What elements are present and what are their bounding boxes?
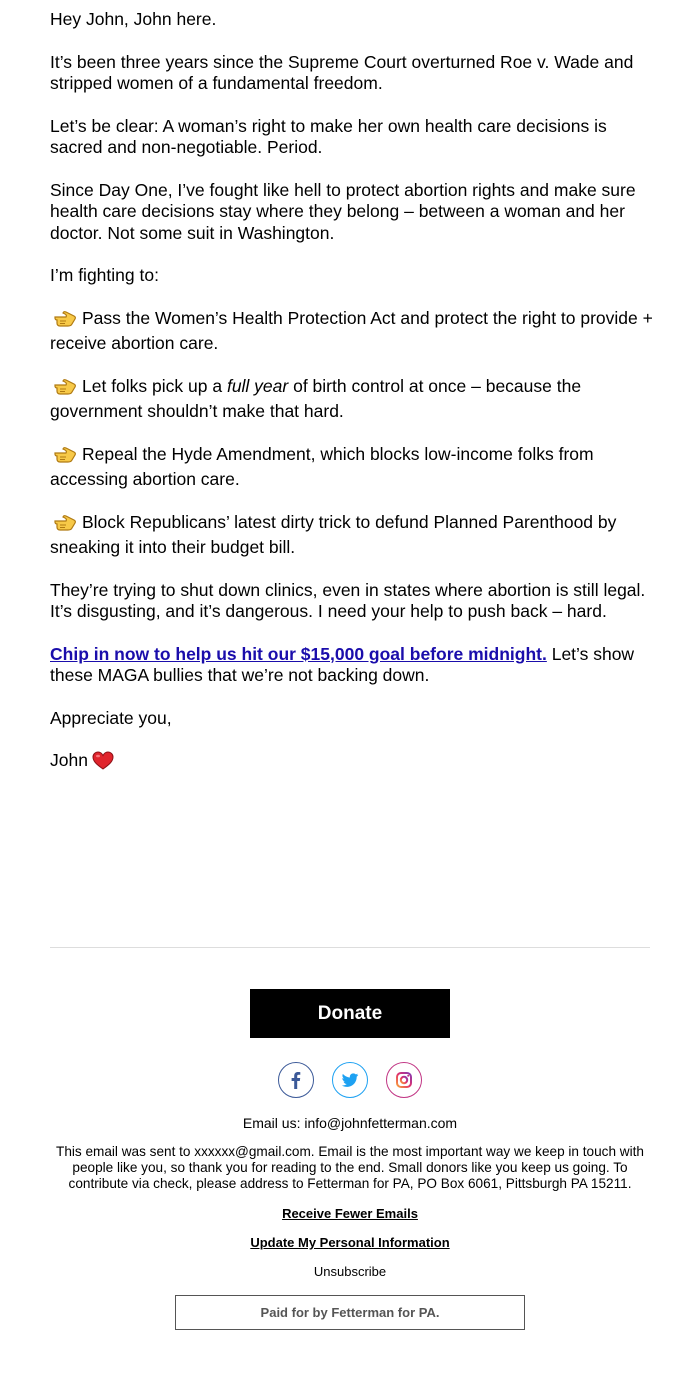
donate-button[interactable]: Donate bbox=[250, 989, 450, 1038]
fighting-intro: I’m fighting to: bbox=[50, 265, 159, 285]
social-links bbox=[50, 1062, 650, 1100]
email-body bbox=[50, 0, 655, 798]
bullet-emphasis: full year bbox=[226, 375, 289, 396]
signature-name: John bbox=[50, 750, 88, 770]
paragraph-clinics: They’re trying to shut down clinics, even in states where abortion is still legal. It’s disgusting, and it’s dangerous. I need your help to push back – hard. bbox=[50, 579, 646, 621]
update-personal-info-link[interactable]: Update My Personal Information bbox=[250, 1235, 450, 1250]
pointing-hand-icon bbox=[54, 446, 76, 470]
disclaimer: This email was sent to xxxxxx@gmail.com. Email is the most important way we keep in touch with people like you, so thank you for reading to the end. Small donors like you keep us going. To contribute via check, please address to Fetterman for PA, PO Box 6061, Pittsburgh PA 15211. bbox=[56, 1144, 644, 1191]
red-heart-icon bbox=[92, 751, 114, 777]
bullet-text-before: Let folks pick up a bbox=[82, 375, 227, 396]
bullet-item bbox=[50, 444, 655, 491]
twitter-icon[interactable] bbox=[332, 1062, 368, 1098]
receive-fewer-emails-link[interactable]: Receive Fewer Emails bbox=[282, 1206, 418, 1221]
paragraph-roe: It’s been three years since the Supreme Court overturned Roe v. Wade and stripped women of a fundamental freedom. bbox=[50, 51, 634, 93]
bullet-text-after: of birth control at once – because the government shouldn’t make that hard. bbox=[50, 375, 582, 421]
greeting: Hey John, John here. bbox=[50, 9, 217, 29]
closing: Appreciate you, bbox=[50, 707, 172, 728]
paragraph-day-one: Since Day One, I’ve fought like hell to protect abortion rights and make sure health care decisions stay where they belong – between a woman and her doctor. Not some suit in Washington. bbox=[50, 179, 636, 243]
instagram-icon[interactable] bbox=[386, 1062, 422, 1098]
bullet-item bbox=[50, 376, 655, 423]
message-content bbox=[50, 0, 655, 777]
signature bbox=[50, 750, 655, 777]
paragraph-clear: Let’s be clear: A woman’s right to make her own health care decisions is sacred and non-negotiable. Period. bbox=[50, 115, 607, 157]
pointing-hand-icon bbox=[54, 310, 76, 334]
bullet-text: Repeal the Hyde Amendment, which blocks low-income folks from accessing abortion care. bbox=[50, 443, 594, 489]
pointing-hand-icon bbox=[54, 514, 76, 538]
footer-divider bbox=[50, 947, 650, 948]
unsubscribe-link[interactable]: Unsubscribe bbox=[313, 1264, 387, 1279]
paid-for-disclaimer: Paid for by Fetterman for PA. bbox=[175, 1295, 525, 1330]
call-to-action bbox=[50, 644, 655, 687]
pointing-hand-icon bbox=[54, 378, 76, 402]
email-footer bbox=[50, 989, 650, 1330]
contact-email: Email us: info@johnfetterman.com bbox=[242, 1115, 458, 1131]
bullet-text: Block Republicans’ latest dirty trick to defund Planned Parenthood by sneaking it into their budget bill. bbox=[50, 511, 617, 557]
facebook-icon[interactable] bbox=[278, 1062, 314, 1098]
donate-link[interactable]: Chip in now to help us hit our $15,000 goal before midnight. bbox=[50, 643, 547, 664]
bullet-text: Pass the Women’s Health Protection Act and protect the right to provide + receive abortion care. bbox=[50, 307, 653, 353]
bullet-item bbox=[50, 512, 655, 559]
cta-follow-text: Let’s show these MAGA bullies that we’re not backing down. bbox=[50, 643, 635, 685]
bullet-item bbox=[50, 308, 655, 355]
